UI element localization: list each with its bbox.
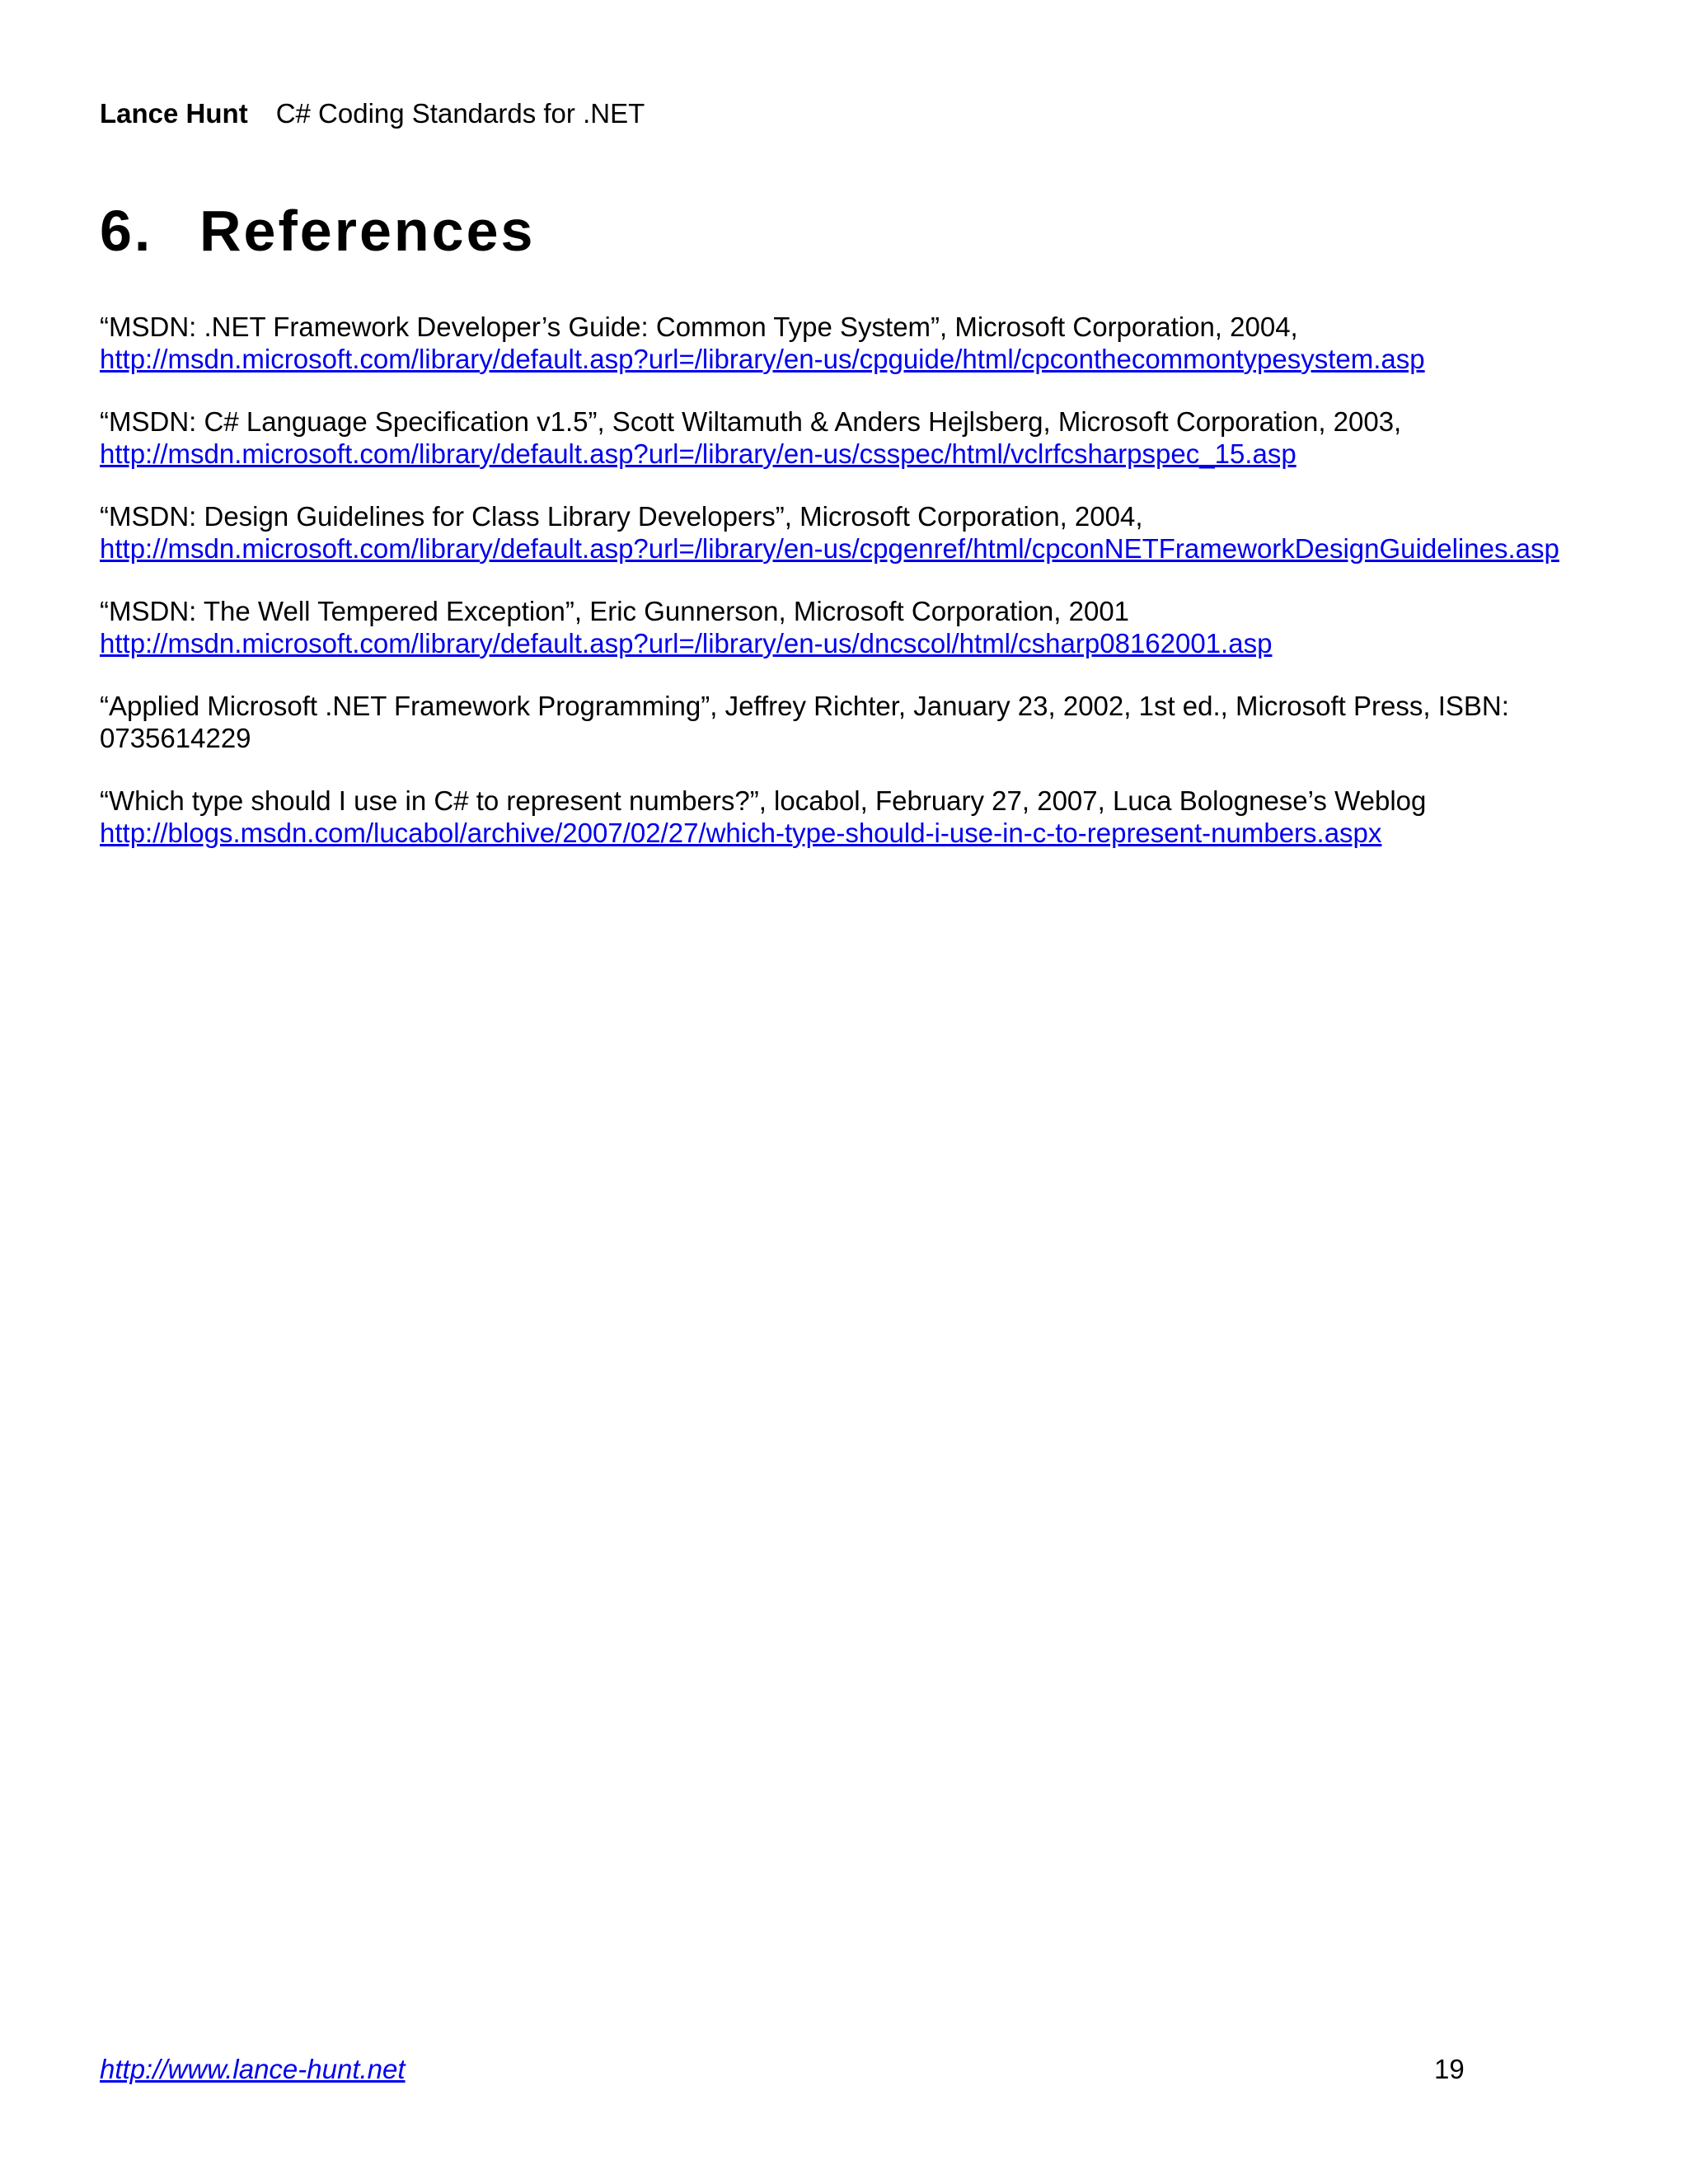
reference-link[interactable]: http://msdn.microsoft.com/library/default.asp?url=/library/en-us/cpguide/html/cpconthecommontypesystem.asp xyxy=(100,343,1425,374)
reference-text: “MSDN: .NET Framework Developer’s Guide: Common Type System”, Microsoft Corporation, 2004, xyxy=(100,312,1298,342)
reference-item xyxy=(100,312,1633,375)
reference-text: “Which type should I use in C# to represent numbers?”, locabol, February 27, 2007, Luca Bolognese’s Weblog xyxy=(100,785,1427,816)
header-author: Lance Hunt xyxy=(100,98,248,129)
reference-list xyxy=(100,312,1633,880)
reference-text: “MSDN: C# Language Specification v1.5”, Scott Wiltamuth & Anders Hejlsberg, Microsoft Corporation, 2003, xyxy=(100,406,1402,437)
reference-text: “Applied Microsoft .NET Framework Programming”, Jeffrey Richter, January 23, 2002, 1st ed., Microsoft Press, ISBN: 0735614229 xyxy=(100,691,1509,753)
reference-item xyxy=(100,691,1633,754)
reference-text: “MSDN: Design Guidelines for Class Library Developers”, Microsoft Corporation, 2004, xyxy=(100,501,1143,532)
reference-item xyxy=(100,785,1633,849)
reference-item xyxy=(100,501,1633,565)
page-number: 19 xyxy=(1434,2054,1465,2084)
reference-item xyxy=(100,406,1633,470)
reference-link[interactable]: http://msdn.microsoft.com/library/default.asp?url=/library/en-us/cpgenref/html/cpconNETFrameworkDesignGuidelines.asp xyxy=(100,532,1559,564)
page-header xyxy=(100,97,645,130)
section-heading xyxy=(100,191,535,270)
section-title: References xyxy=(199,199,536,263)
section-number: 6. xyxy=(100,199,153,263)
reference-link[interactable]: http://blogs.msdn.com/lucabol/archive/2007/02/27/which-type-should-i-use-in-c-to-represent-numbers.aspx xyxy=(100,817,1382,848)
reference-item xyxy=(100,596,1633,659)
footer-site-link[interactable]: http://www.lance-hunt.net xyxy=(100,2054,406,2084)
reference-link[interactable]: http://msdn.microsoft.com/library/default.asp?url=/library/en-us/dncscol/html/csharp08162001.asp xyxy=(100,627,1273,658)
reference-link[interactable]: http://msdn.microsoft.com/library/default.asp?url=/library/en-us/csspec/html/vclrfcsharpspec_15.asp xyxy=(100,438,1296,469)
header-doc-title: C# Coding Standards for .NET xyxy=(275,98,645,129)
reference-text: “MSDN: The Well Tempered Exception”, Eric Gunnerson, Microsoft Corporation, 2001 xyxy=(100,596,1130,626)
